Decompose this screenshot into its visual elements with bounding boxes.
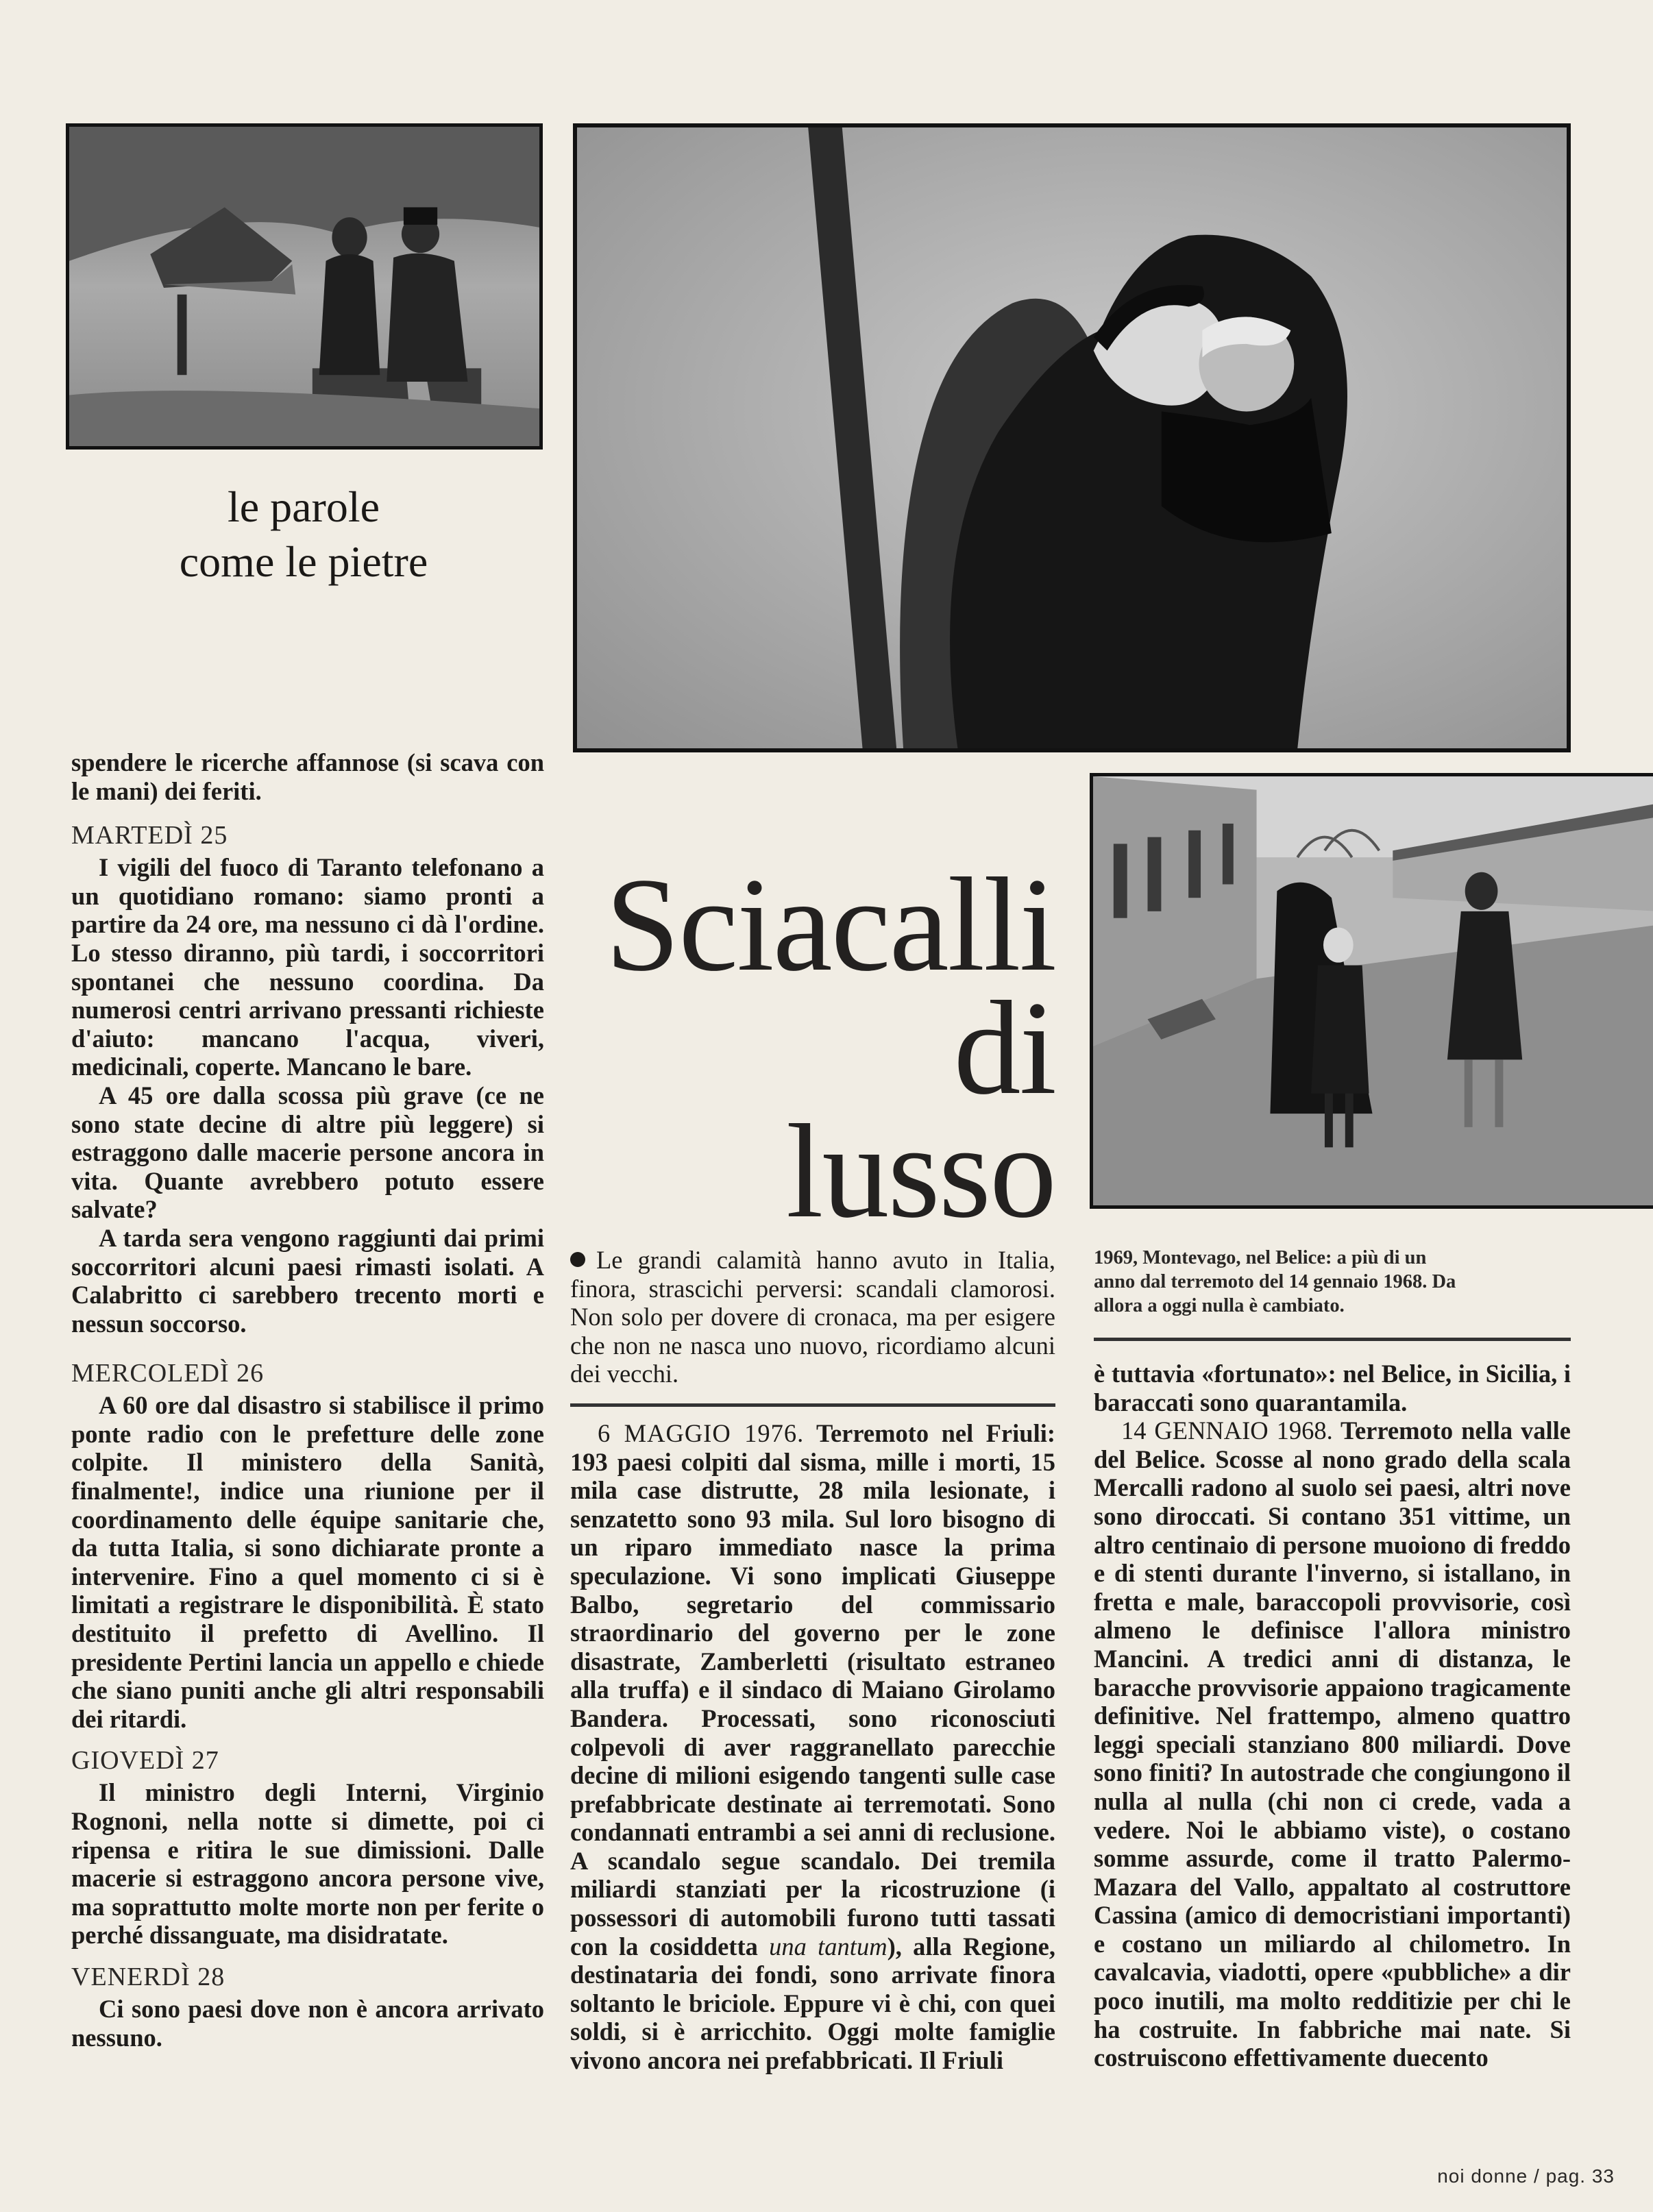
- column-1: [71, 748, 544, 2052]
- title-line-3: lusso: [785, 1097, 1055, 1246]
- title-line-1: Sciacalli: [605, 850, 1055, 999]
- article-title: [548, 850, 1055, 1246]
- day-heading-wednesday: MERCOLEDÌ 26: [71, 1359, 265, 1388]
- belice-text: Terremoto nella valle del Belice. Scosse al nono grado della scala Mercalli radono al suolo sei paesi, altri nove sono diroccati. Si contano 351 vittime, un altro centinaio di persone muoiono di freddo e di stenti durante l'inverno, si istallano, in fretta e male, baraccopoli provvisorie, così almeno le definisce l'allora ministro Mancini. A tredici anni di distanza, le baracche provvisorie appaiono tragicamente definitive. Nel frattempo, almeno quattro leggi speciali stanziano 800 miliardi. Dove sono finiti? In autostrade che congiungono il nulla al nulla (chi non ci crede, vada a vedere. Noi le abbiamo viste), o costano somme assurde, come il tratto Palermo-Mazara del Vallo, appaltato al costruttore Cassina (amico di democristiani importanti) e costano un miliardo al chilometro. In cavalcavia, viadotti, opere «pubbliche» a dir poco inutili, ma molto redditizie per chi le ha costruite. In fabbriche mai nate. Si costruiscono effettivamente duecento: [1094, 1416, 1571, 2072]
- magazine-name: noi donne: [1437, 2165, 1528, 2187]
- friuli-text: Terremoto nel Friuli: 193 paesi colpiti dal sisma, mille i morti, 15 mila case distrutte, 28 mila lesionate, i senzatetto sono 93 mila. Sul loro bisogno di un riparo immediato nasce la prima speculazione. Vi sono implicati Giuseppe Balbo, segretario del commissario straordinario del governo per le zone disastrate, Zamberletti (risultato estraneo alla truffa) e il sindaco di Maiano Girolamo Bandera. Processati, sono riconosciuti colpevoli di aver raggranellato parecchie decine di milioni esigendo tangenti sulle case prefabbricate destinate ai terremotati. Sono condannati entrambi a sei anni di reclusione. A scandalo segue scandalo. Dei tremila miliardi stanziati per la ricostruzione (i possessori di automobili furono tutti tassati con la cosiddetta: [570, 1418, 1056, 1961]
- col1-paragraph: A 60 ore dal disastro si stabilisce il primo ponte radio con le prefetture delle zone colpite. Il ministero della Sanità, finalmente!, indice una riunione per il coordinamento delle équipe sanitarie che, da tutta Italia, si sono dichiarate pronte a intervenire. Fino a quel momento ci si è limitati a registrare le disponibilità. È stato destituito il prefetto di Avellino. Il presidente Pertini lancia un appello e chiede che siano puniti anche gli altri responsabili dei ritardi.: [71, 1391, 544, 1733]
- column-3: [1094, 1360, 1571, 2072]
- date-heading-friuli: 6 MAGGIO 1976.: [598, 1418, 805, 1447]
- headline-line-2: come le pietre: [179, 537, 428, 586]
- col1-paragraph: Ci sono paesi dove non è ancora arrivato nessuno.: [71, 1994, 544, 2052]
- day-heading-thursday: GIOVEDÌ 27: [71, 1746, 219, 1775]
- day-heading-tuesday: MARTEDÌ 25: [71, 821, 228, 850]
- section-headline: [66, 480, 541, 589]
- col1-paragraph: Il ministro degli Interni, Virginio Rognoni, nella notte si dimette, poi ci ripensa e ritira le sue dimissioni. Dalle macerie si estraggono ancora persone vive, ma soprattutto molte morte non per ferite o perché dissanguate, ma disidratate.: [71, 1778, 544, 1950]
- lead-text: Le grandi calamità hanno avuto in Italia, finora, strascichi perversi: scandali clamorosi. Non solo per dovere di cronaca, ma per esigere che non ne nasca uno nuovo, ricordiamo alcuni dei vecchi.: [570, 1246, 1055, 1388]
- col3-continuation: è tuttavia «fortunato»: nel Belice, in Sicilia, i baraccati sono quarantamila.: [1094, 1360, 1571, 1416]
- col1-paragraph: I vigili del fuoco di Taranto telefonano a un quotidiano romano: siamo pronti a partire da 24 ore, ma nessuno ci dà l'ordine. Lo stesso diranno, più tardi, i soccorritori spontanei che nessuno coordina. Da numerosi centri arrivano pressanti richieste d'aiuto: mancano l'acqua, viveri, medicinali, coperte. Mancano le bare.: [71, 853, 544, 1081]
- day-heading-friday: VENERDÌ 28: [71, 1962, 225, 1991]
- friuli-paragraph: [570, 1419, 1055, 2075]
- photo-blanket-man-child: [573, 123, 1571, 752]
- article-lead: [570, 1246, 1055, 1388]
- page-footer: [1437, 2165, 1615, 2187]
- col1-intro: spendere le ricerche affannose (si scava con le mani) dei feriti.: [71, 748, 544, 805]
- lead-rule: [570, 1403, 1055, 1407]
- photo-belice-barracks: [1090, 773, 1653, 1209]
- caption-text: 1969, Montevago, nel Belice: a più di un anno dal terremoto del 14 gennaio 1968. Da allora a oggi nulla è cambiato.: [1094, 1247, 1456, 1316]
- title-line-2: di: [953, 974, 1055, 1122]
- headline-line-1: le parole: [227, 482, 380, 531]
- col1-paragraph: A tarda sera vengono raggiunti dai primi soccorritori alcuni paesi rimasti isolati. A Calabritto ci sarebbero trecento morti e nessun soccorso.: [71, 1223, 544, 1338]
- column-2: [570, 1246, 1055, 2075]
- friuli-italic: una tantum: [769, 1932, 887, 1961]
- page-label: pag.: [1545, 2165, 1587, 2187]
- caption-rule: [1094, 1338, 1571, 1341]
- bullet-dot-icon: [570, 1252, 585, 1267]
- col1-paragraph: A 45 ore dalla scossa più grave (ce ne sono state decine di altre più leggere) si estraggono dalle macerie persone ancora in vita. Quante avrebbero potuto essere salvate?: [71, 1081, 544, 1224]
- page-number: 33: [1591, 2165, 1615, 2187]
- belice-paragraph: [1094, 1416, 1571, 2072]
- photo-camp-tent: [66, 123, 543, 450]
- photo-caption: [1094, 1246, 1464, 1318]
- footer-separator: /: [1534, 2165, 1540, 2187]
- friuli-tail: ), alla Regione, destinataria dei fondi, sono arrivate finora soltanto le briciole. Eppure vi è chi, con quei soldi, si è arricchito. Oggi molte famiglie vivono ancora nei prefabbricati. Il Friuli: [570, 1932, 1056, 2075]
- date-heading-belice: 14 GENNAIO 1968.: [1121, 1416, 1333, 1445]
